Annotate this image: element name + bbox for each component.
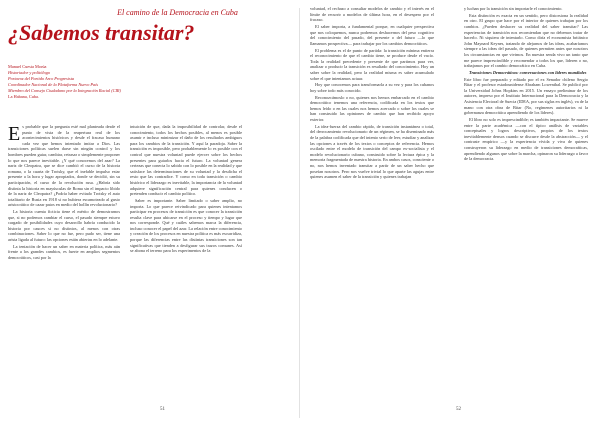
paragraph: El saber importa, a fundamental porque, en cualquier perspectiva que nos coloquemos, nunca podremos deshacernos del peso cognitivo del conocimiento del pasado, del presente o del futuro —lo que llamamos prospectiva— para trabajar por los cambios democráticos. xyxy=(310,23,434,46)
paragraph xyxy=(8,124,120,208)
paragraph: intuición de que, dada la imposibilidad de controlar, desde el conocimiento, todos los hechos posibles, al menos es posible asumir e incluso minimizar el daño de los resultados ambiguos para los cambios de la transición. Y aquí la paradoja. Saber la transición es imposible, pero probablemente lo es posible con el control que nuestra voluntad puede ejercer sobre los hechos presentes para guiarlos hacia el futuro. La voluntad genera certezas que conecta lo sabido con lo posible en la realidad y que satisface las determinaciones de su voluntad y la desdicha el resto que las contradice. Y como en toda transición o cambio histórico el liderazgo es inevitable, la importancia de la voluntad adquiere significación central para quienes conducen o pretenden conducir el cambio político. xyxy=(130,124,242,197)
author-city: La Habana, Cuba. xyxy=(8,94,40,99)
paragraph: La historia cuenta ficticia tiene el mérito de demostrarnos que, si no podemos cambiar el curso, el pasado siempre estuvo cargado de posibilidades cuyo desarrollo habría conducido la historia por cauces si no distintos, al menos con otras combinaciones. Saber lo que no fue, pero pudo ser, tiene una arista ligada al futuro: las opciones están abiertas en lo adelante. xyxy=(8,209,120,243)
paragraph: La idea-fuerza del cambio rápido, de transición instantánea o total, del derrocamiento revolucionario de un régimen, se ha diseminado más de la palabra codificada que del intento serio de leer, estudiar y analizar las opciones a través de los textos o conceptos de referencia. Hemos oscilado entre el modelo de transición del campo ex-socialista y el modelo revolucionario cubano, construido sobre la lectura épica y la memoria fragmentada de nuestra historia. En ambos casos, consciente o no, nos hemos inventado transitar a partir de un saber hecho que poseían nosotros. Pero nos vuelve trivial lo que aparte las agujas entre quienes asumen el saber de la transición y quienes trabajan xyxy=(310,123,434,180)
paragraph: La tentación de hacer un saber en materia política, más aún frente a los grandes cambios, es fuerte en amplios segmentos democráticos, casi por la xyxy=(8,243,120,261)
author-role-4: Miembro del Consejo Ciudadano por la Integración Racial (CIR) xyxy=(8,88,121,93)
paragraph: Hoy que conocemos para transformarla a su vez y para los cubanos hoy sobre todo más conocido. xyxy=(310,82,434,93)
text-column-2 xyxy=(130,124,242,408)
paragraph-text: s probable que la pregunta esté mal planteada desde el punto de vista de la reapertura real de los acontecimientos históricos y desde el fracaso humano cada vez que hemos intentado imitar a Dios. Las transiciones políticas suelen darse sin ningún control y los hombres pueden guiar, cambiar, retrasar o simplemente proponer lo que nos parece inevitable. ¿Y qué conocemos del azar? La nariz de Cleopatra, que se dice cambió el curso de la historia romana, o la cuarta de Trotsky, que el inefable impulso estar presente a la hora y lugar apropiados, donde se decidió, sin su participación, el curso de la revolución rusa. ¿Habría sido distinta la historia en mayúsculas de Roma sin el impacto libido de la nariz de Cleopatra? ¿Podría haber evitado Trotsky el auto totalitario de Rusia en 1918 si no hubiera escamoteado al gusto aristocrático de cazar patos en medio del hollín revolucionario? xyxy=(8,124,120,208)
text-column-1 xyxy=(8,124,120,408)
text-column-4 xyxy=(464,6,588,404)
paragraph: Este libro fue preparado y editado por el ex Senador chileno Sergio Bitar y el profesor estadounidense Abraham Lowenthal. Se publicó por la Universidad Johns Hopkins en 2015. Un ensayo preliminar de los autores, impreso por el Instituto Internacional para la Democracia y la Asistencia Electoral de Suecia (IDEA, por sus siglas en inglés), va de la mano con otra obra de Bitar (No, regímenes autoritarios ni la gobernanza democrática aprendiendo de los líderes). xyxy=(464,76,588,116)
paragraph: El problema es el de punto de partida: la transición mínima entierra el reconocimiento de que el cambio tiene, se produce desde el vacío. Toda la realidad precedente y presente de que partimos para ver, analizar o producir la transición es resultado del conocimiento. Hoy un saber sobre la realidad, pero la realidad misma es saber acumulado sobre el que intentamos actuar. xyxy=(310,47,434,81)
author-role-3: Coordinador Nacional de la Plataforma Nuevo País xyxy=(8,82,99,87)
page-number-left: 51 xyxy=(160,407,165,412)
paragraph: Reconozcámoslo o no, quienes nos hemos embarcado en el cambio democrático tenemos una referencia, codificada en los textos que hemos leído o en las cuales nos hemos acercado o sobre los cuales se han construido las opiniones de cambio que han recibido apoyo exterior. xyxy=(310,94,434,123)
article-title: ¿Sabemos transitar? xyxy=(8,20,195,45)
author-block xyxy=(8,64,298,100)
paragraph: Saber es importante. Saber limitado o saber amplio, no importa. Lo que parece reivindicado para quienes intentamos participar en procesos de transición es que conocer la transición resulta clave para ubicarse en el proceso y tiempo y lugar que nos corresponde. Qué y cuáles sabemos marca la diferencia, incluso conocer el papel del azar. La relación entre conocimiento y creación de los procesos en nuestra política es más escurridiza, porque las diferencias entre las distintas transiciones son tan significativas que tienden a desfigurar sus trazos comunes. Así se abona el terreno para los experimentos de la xyxy=(130,197,242,254)
right-page xyxy=(300,0,600,424)
author-name: Manuel Cuesta Morúa xyxy=(8,64,47,69)
paragraph: Esta distinción es exacta en un sentido, pero distorsiona la realidad en otro. El grupo que hace por el interior de quienes trabajan por los cambios. ¿Pueden deshacer su realidad del saber transitar? Las experiencias de transición nos recomiendan que no debemos tratar de hacerlo. Ni siquiera de intentarlo. Como diría el economista británico John Maynard Keynes, tratando de alejarnos de las ideas, acabaríamos siempre a las ideas del pasado, de quienes permiten antes que nosotros los circunstancias en que vivimos. En nuestra senda vivo un tanto que me parece imprescindible y recomendar a todos los que, lideren o no, trabajamos por el cambio democrático en Cuba. xyxy=(464,12,588,69)
paragraph: voluntad, el rechazo a consultar modelos de cambio y el interés en el límite de recurrir a modelos de última hora, en el desespero por el fracaso. xyxy=(310,6,434,23)
paragraph: y luchan por la transición sin importarle el conocimiento. xyxy=(464,6,563,11)
author-role-2: Portavoz del Partido Arco Progresista xyxy=(8,76,75,81)
section-subheading: Transiciones Democráticas: conversaciones con líderes mundiales xyxy=(469,69,587,75)
author-role-1: Historiador y politólogo xyxy=(8,70,51,75)
drop-cap: E xyxy=(8,123,21,145)
page-number-right: 52 xyxy=(456,407,461,412)
paragraph: El libro no solo es imprescindible; es también impactante. Se mueve entre la parte académica —con el típico análisis de variables conceptuales y logros descriptivos, propios de los textos inevitablemente densos cuando se discurre desde la abstracción— y el contraste empírico —y la experiencia vívida y viva de quienes construyeron su liderazgo en medio de transiciones democráticas, aprendiendo algunos que sobre la marcha, opinaron su liderazgo a favor de la democracia. xyxy=(464,117,588,162)
text-column-3 xyxy=(310,6,434,404)
section-kicker: El camino de la Democracia en Cuba xyxy=(117,8,238,17)
